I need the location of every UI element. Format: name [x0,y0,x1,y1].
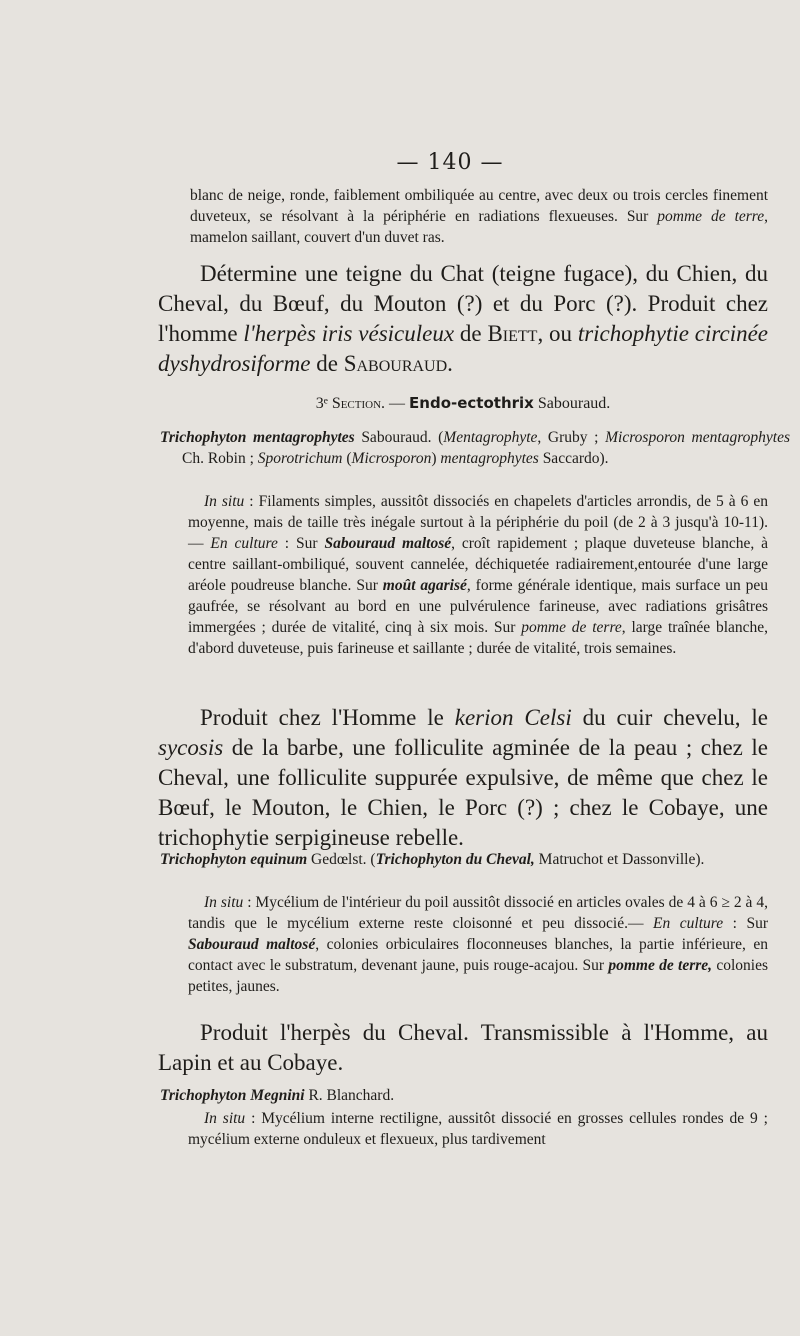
paragraph-equinum-description: In situ : Mycélium de l'intérieur du poil aussitôt dissocié en articles ovales de 4 à 6 ≥ 2 à 4, tandis que le mycélium externe reste cloisonné et peu dissocié.— En culture : Sur Sabouraud maltosé, colonies orbiculaires floconneuses blanches, la partie inférieure, en contact avec le substratum, devenant jaune, puis rouge-acajou. Sur pomme de terre, colonies petites, jaunes. [188,894,768,995]
paragraph-pathology-1: Détermine une teigne du Chat (teigne fugace), du Chien, du Cheval, du Bœuf, du Mouton (?) et du Porc (?). Produit chez l'homme l'herpès iris vésiculeux de Biett, ou trichophytie circinée dyshydrosiforme de Sabouraud. [158,261,768,376]
paragraph-mentagrophytes-description: In situ : Filaments simples, aussitôt dissociés en chapelets d'articles arrondis, de 5 à 6 en moyenne, mais de taille très inégale surtout à la périphérie du poil (de 2 à 3 jusqu'à 10-11). — En culture : Sur Sabouraud maltosé, croît rapidement ; plaque duveteuse blanche, à centre saillant-ombiliqué, souvent cannelée, déchiquetée radiairement,entourée d'une large aréole poudreuse blanche. Sur moût agarisé, forme générale identique, mais surface un peu gaufrée, se résolvant au bord en une pulvérulence farineuse, avec radiations grisâtres immergées ; durée de vitalité, cinq à six mois. Sur pomme de terre, large traînée blanche, d'abord duveteuse, puis farineuse et saillante ; durée de vitalité, trois semaines. [188,493,769,657]
species-heading-mentagrophytes: Trichophyton mentagrophytes Sabouraud. (Mentagrophyte, Gruby ; Microsporon mentagrophytes Ch. Robin ; Sporotrichum (Microsporon) mentagrophytes Saccardo). [160,429,790,467]
section-heading: 3ᵉ Section. — Endo-ectothrix Sabouraud. [315,394,611,412]
species-heading-megnini: Trichophyton Megnini R. Blanchard. [160,1087,395,1104]
page-number: — 140 — [396,150,504,175]
species-heading-equinum: Trichophyton equinum Gedœlst. (Trichophyton du Cheval, Matruchot et Dassonville). [160,851,705,868]
paragraph-culture-end: blanc de neige, ronde, faiblement ombiliquée au centre, avec deux ou trois cercles finement duveteux, se résolvant à la périphérie en radiations flexueuses. Sur pomme de terre, mamelon saillant, couvert d'un duvet ras. [190,187,769,246]
paragraph-megnini-description: In situ : Mycélium interne rectiligne, aussitôt dissocié en grosses cellules rondes de 9 ; mycélium externe onduleux et flexueux, plus tardivement [188,1110,768,1148]
paragraph-pathology-3: Produit l'herpès du Cheval. Transmissible à l'Homme, au Lapin et au Cobaye. [158,1020,768,1075]
paragraph-pathology-2: Produit chez l'Homme le kerion Celsi du cuir chevelu, le sycosis de la barbe, une folliculite agminée de la peau ; chez le Cheval, une folliculite suppurée expulsive, de même que chez le Bœuf, le Mouton, le Chien, le Porc (?) ; chez le Cobaye, une trichophytie serpigineuse rebelle. [158,705,768,850]
